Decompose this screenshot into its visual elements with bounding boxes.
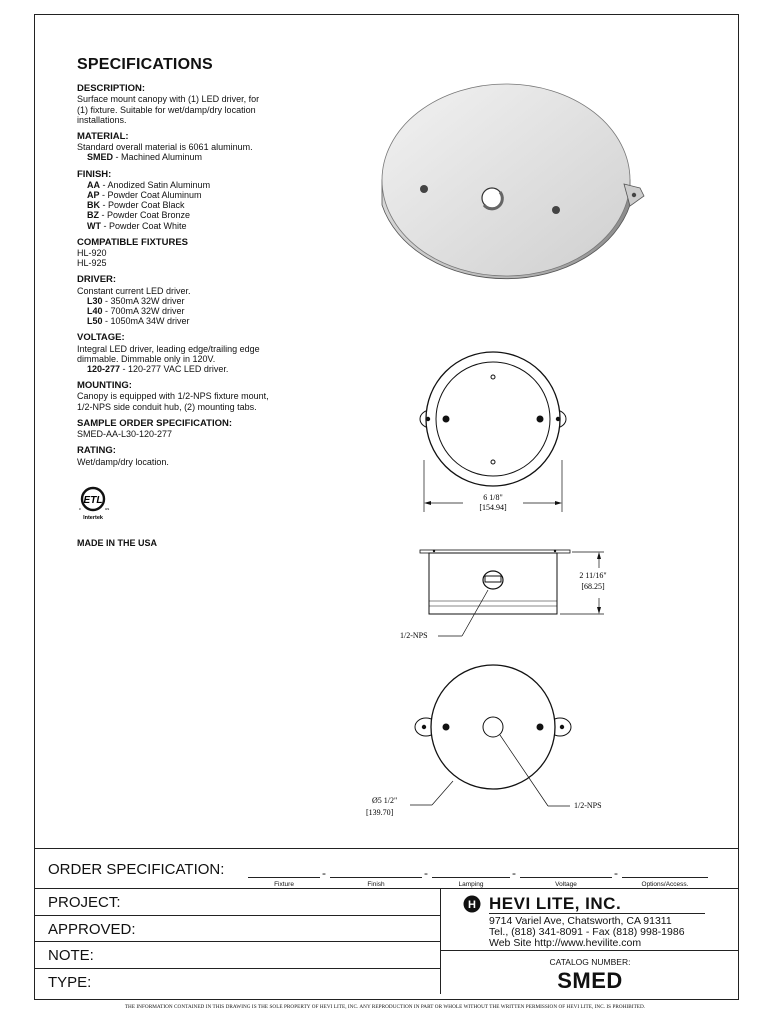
side-dim-mm: [68.25] [581, 582, 605, 591]
voltage-code: 120-277 [87, 364, 121, 375]
order-dash: - [512, 866, 516, 880]
hevi-lite-logo-icon [463, 895, 481, 913]
compatible-item: HL-925 [77, 258, 107, 269]
order-field-voltage[interactable] [520, 877, 612, 878]
order-sub-finish: Finish [367, 881, 385, 888]
voltage-line: Integral LED driver, leading edge/trailing edge [77, 343, 260, 354]
company-website: Web Site http://www.hevilite.com [489, 937, 642, 949]
finish-desc: - Powder Coat Aluminum [99, 190, 202, 201]
side-view-drawing [400, 550, 607, 640]
order-specification-row [34, 848, 739, 888]
driver-desc: - 700mA 32W driver [102, 306, 185, 317]
finish-heading: FINISH: [77, 168, 112, 180]
material-code-desc: - Machined Aluminum [113, 152, 203, 163]
order-dash: - [614, 866, 618, 880]
description-heading: DESCRIPTION: [77, 83, 146, 95]
voltage-desc: - 120-277 VAC LED driver. [120, 364, 229, 375]
company-contact [489, 916, 685, 949]
description-line: Surface mount canopy with (1) LED driver, for [77, 94, 260, 105]
material-heading: MATERIAL: [77, 131, 129, 143]
copyright-footer: THE INFORMATION CONTAINED IN THIS DRAWING IS THE SOLE PROPERTY OF HEVI LITE, INC. ANY REPRODUCTION IN PART OR WHOLE WITHOUT THE WRITTEN PERMISSION OF HEVI LITE, INC. IS PROHIBITED. [124, 1004, 646, 1010]
finish-code: AP [87, 190, 100, 201]
order-field-lamping[interactable] [432, 877, 510, 878]
description-line: (1) fixture. Suitable for wet/damp/dry location [77, 104, 256, 115]
compatible-heading: COMPATIBLE FIXTURES [77, 236, 189, 248]
finish-desc: - Powder Coat White [101, 220, 187, 231]
driver-line: Constant current LED driver. [77, 285, 191, 296]
canopy-3d-render [382, 84, 644, 279]
made-in-usa: MADE IN THE USA [77, 537, 158, 548]
finish-desc: - Powder Coat Bronze [99, 210, 191, 221]
order-dash: - [424, 866, 428, 880]
finish-code: AA [87, 179, 100, 190]
order-sub-voltage: Voltage [555, 881, 577, 888]
project-row[interactable]: PROJECT: [34, 888, 441, 915]
catalog-number: SMED [557, 968, 623, 993]
type-row[interactable]: TYPE: [34, 968, 441, 995]
driver-desc: - 350mA 32W driver [102, 295, 185, 306]
order-dash: - [322, 866, 326, 880]
project-info-rows [34, 888, 441, 994]
page-title: SPECIFICATIONS [77, 56, 213, 73]
driver-desc: - 1050mA 34W driver [102, 316, 190, 327]
company-block [441, 888, 739, 950]
rating-heading: RATING: [77, 445, 116, 457]
company-phone: Tel., (818) 341-8091 - Fax (818) 998-1986 [489, 926, 685, 938]
description-line: installations. [77, 114, 127, 125]
catalog-block [441, 950, 739, 1000]
order-spec-label: ORDER SPECIFICATION: [48, 861, 225, 878]
voltage-line: dimmable. Dimmable only in 120V. [77, 353, 216, 364]
material-line: Standard overall material is 6061 aluminum. [77, 142, 253, 153]
note-row[interactable]: NOTE: [34, 941, 441, 968]
voltage-heading: VOLTAGE: [77, 332, 125, 344]
compatible-item: HL-920 [77, 248, 107, 259]
mounting-heading: MOUNTING: [77, 380, 132, 392]
sample-heading: SAMPLE ORDER SPECIFICATION: [77, 417, 232, 429]
order-sub-lamping: Lamping [458, 881, 484, 888]
order-sub-options: Options/Access. [641, 881, 689, 888]
bottom-view-drawing [366, 665, 602, 817]
finish-desc: - Anodized Satin Aluminum [100, 179, 211, 190]
side-dim-fraction: 2 11/16" [579, 571, 607, 580]
driver-heading: DRIVER: [77, 274, 117, 286]
company-underline [489, 913, 705, 914]
order-sub-fixture: Fixture [274, 881, 294, 888]
finish-code: BK [87, 200, 100, 211]
driver-code: L40 [87, 306, 103, 317]
material-code: SMED [87, 152, 114, 163]
sample-line: SMED-AA-L30-120-277 [77, 429, 173, 440]
company-name: HEVI LITE, INC. [489, 894, 622, 913]
company-address: 9714 Variel Ave, Chatsworth, CA 91311 [489, 915, 672, 927]
bottom-nps-label: 1/2-NPS [574, 801, 602, 810]
etl-c-mark: c [79, 505, 81, 511]
bottom-dim-fraction: Ø5 1/2" [372, 796, 398, 805]
order-field-options[interactable] [622, 877, 708, 878]
intertek-label: Intertek [83, 514, 103, 521]
side-nps-label: 1/2-NPS [400, 631, 428, 640]
driver-code: L50 [87, 316, 103, 327]
finish-desc: - Powder Coat Black [100, 200, 185, 211]
approved-row[interactable]: APPROVED: [34, 915, 441, 942]
top-dim-mm: [154.94] [479, 503, 507, 512]
etl-us-mark: us [105, 505, 110, 511]
finish-code: BZ [87, 210, 99, 221]
order-field-fixture[interactable] [248, 877, 320, 878]
order-field-finish[interactable] [330, 877, 422, 878]
finish-code: WT [87, 220, 101, 231]
etl-letters: ETL [83, 494, 103, 506]
rating-line: Wet/damp/dry location. [77, 456, 169, 467]
catalog-label: CATALOG NUMBER: [549, 957, 631, 967]
top-view-drawing [420, 352, 566, 512]
bottom-dim-mm: [139.70] [366, 808, 394, 817]
logo-letter: H [468, 899, 476, 911]
mounting-line: 1/2-NPS side conduit hub, (2) mounting tabs. [77, 401, 257, 412]
mounting-line: Canopy is equipped with 1/2-NPS fixture mount, [77, 391, 269, 402]
top-dim-fraction: 6 1/8" [483, 493, 503, 502]
driver-code: L30 [87, 295, 103, 306]
